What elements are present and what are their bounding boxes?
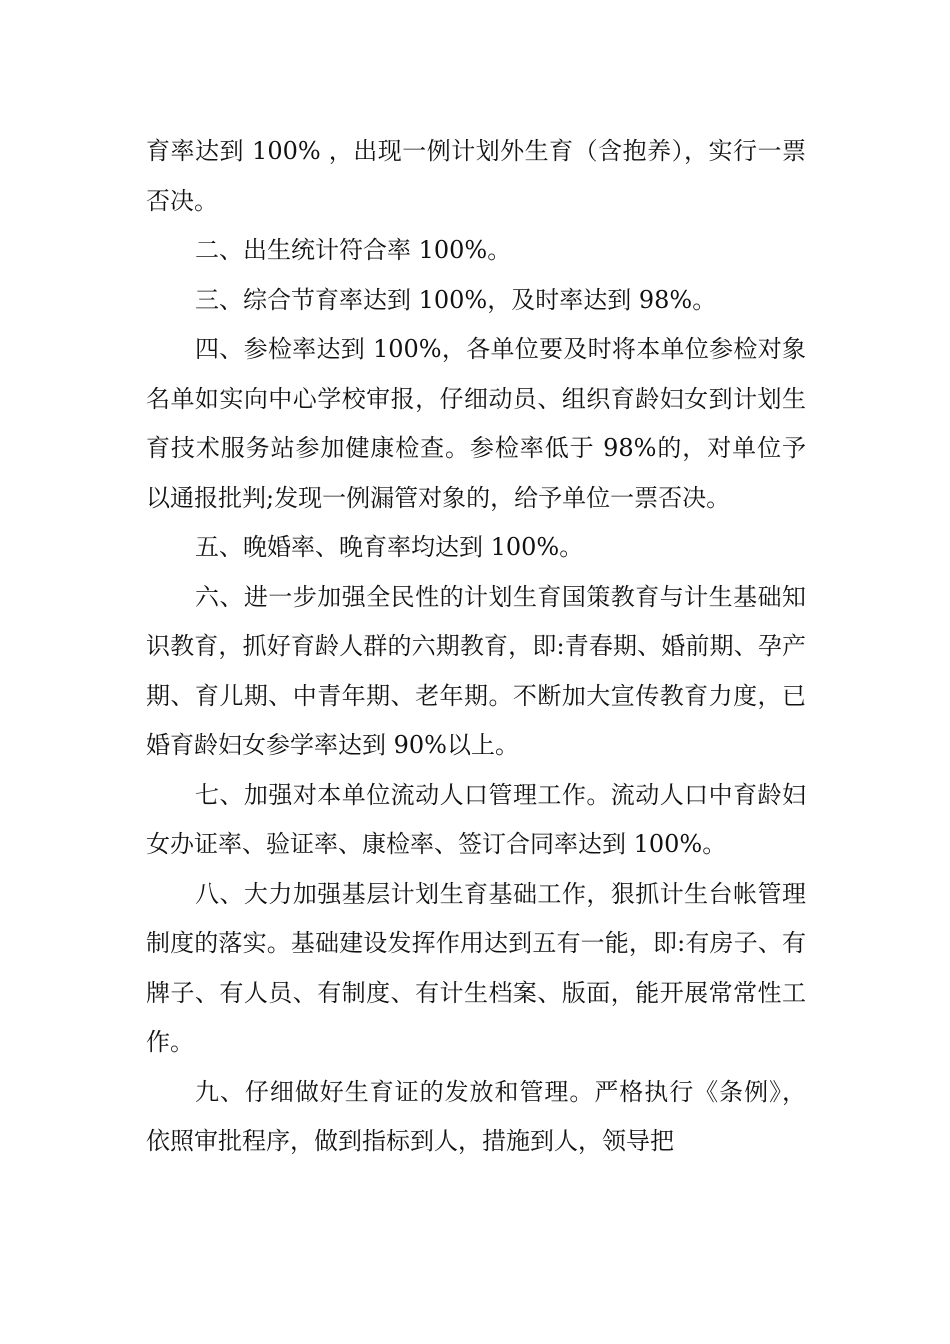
paragraph-item-8: 八、大力加强基层计划生育基础工作，狠抓计生台帐管理制度的落实。基础建设发挥作用达到五有一能，即:有房子、有牌子、有人员、有制度、有计生档案、版面，能开展常常性工作。: [146, 879, 806, 1056]
document-body: [146, 127, 806, 1167]
paragraph-item-4: 四、参检率达到 100%，各单位要及时将本单位参检对象名单如实向中心学校审报，仔细动员、组织育龄妇女到计划生育技术服务站参加健康检查。参检率低于 98%的，对单位予以通报批判;发现一例漏管对象的，给予单位一票否决。: [146, 335, 806, 512]
paragraph-item-6: 六、进一步加强全民性的计划生育国策教育与计生基础知识教育，抓好育龄人群的六期教育，即:青春期、婚前期、孕产期、育儿期、中青年期、老年期。不断加大宣传教育力度，已婚育龄妇女参学率达到 90%以上。: [146, 582, 806, 759]
paragraph-item-5: 五、晚婚率、晚育率均达到 100%。: [195, 533, 584, 561]
paragraph-item-2: 二、出生统计符合率 100%。: [195, 236, 512, 264]
paragraph-item-9: 九、仔细做好生育证的发放和管理。严格执行《条例》，依照审批程序，做到指标到人，措施到人，领导把: [146, 1077, 806, 1155]
paragraph-item-7: 七、加强对本单位流动人口管理工作。流动人口中育龄妇女办证率、验证率、康检率、签订合同率达到 100%。: [146, 780, 806, 858]
paragraph-item-3: 三、综合节育率达到 100%，及时率达到 98%。: [195, 285, 717, 314]
paragraph-continuation: 育率达到 100% ，出现一例计划外生育（含抱养），实行一票否决。: [146, 137, 806, 215]
